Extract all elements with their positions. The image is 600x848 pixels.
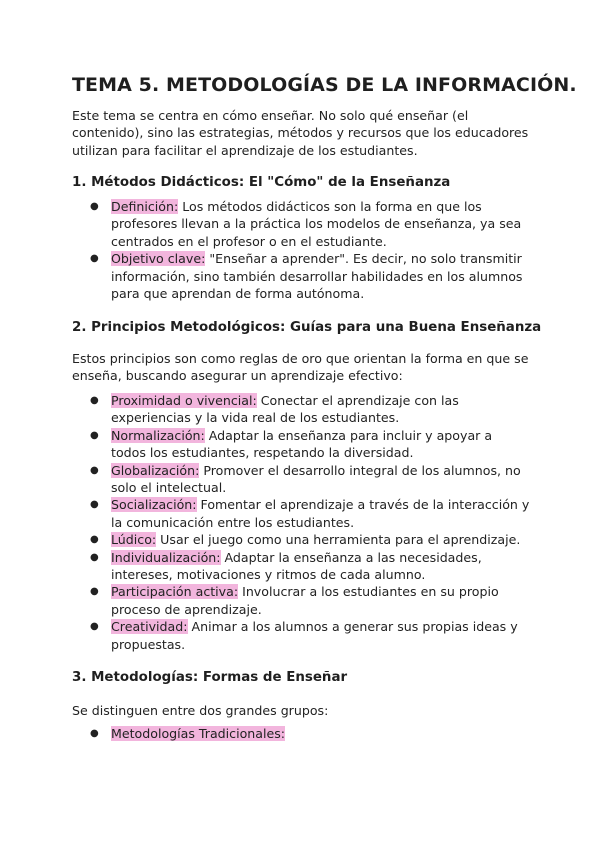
page-title: TEMA 5. METODOLOGÍAS DE LA INFORMACIÓN. [72, 74, 577, 96]
highlighted-term: Participación activa: [111, 584, 239, 600]
section3-heading: 3. Metodologías: Formas de Enseñar [72, 670, 348, 685]
section2-heading: 2. Principios Metodológicos: Guías para una Buena Enseñanza [72, 320, 542, 335]
highlighted-term: Metodologías Tradicionales: [111, 726, 286, 741]
list-item [90, 198, 530, 250]
item-text: "Enseñar a aprender". Es decir, no solo transmitir información, sino también desarrollar habilidades en los alumnos para que aprendan de forma autónoma. [111, 251, 523, 302]
highlighted-term: Proximidad o vivencial: [111, 393, 257, 408]
section1-heading: 1. Métodos Didácticos: El "Cómo" de la Enseñanza [72, 175, 451, 190]
list-item [90, 250, 530, 302]
bullet-icon: ● [90, 499, 99, 511]
item-text: Animar a los alumnos a generar sus propias ideas y propuestas. [111, 619, 518, 652]
list-item [90, 427, 530, 462]
item-text: Adaptar la enseñanza a las necesidades, intereses, motivaciones y ritmos de cada alumno. [111, 549, 482, 583]
bullet-icon: ● [90, 728, 99, 739]
bullet-icon: ● [90, 534, 99, 546]
list-item [90, 549, 530, 584]
bullet-icon: ● [90, 621, 99, 633]
highlighted-term: Objetivo clave: [111, 251, 206, 267]
bullet-icon: ● [90, 551, 99, 563]
bullet-icon: ● [90, 253, 99, 265]
list-item [90, 618, 530, 653]
list-item [90, 725, 530, 742]
bullet-icon: ● [90, 395, 99, 406]
bullet-icon: ● [90, 429, 99, 441]
highlighted-term: Normalización: [111, 427, 205, 443]
highlighted-term: Individualización: [111, 549, 221, 565]
section1-list [90, 198, 530, 302]
highlighted-term: Creatividad: [111, 619, 188, 635]
list-item [90, 583, 530, 618]
list-item [90, 462, 530, 497]
intro-paragraph: Este tema se centra en cómo enseñar. No solo qué enseñar (el contenido), sino las estrategias, métodos y recursos que los educadores utilizan para facilitar el aprendizaje de los estudiantes. [72, 108, 529, 158]
highlighted-term: Lúdico: [111, 532, 157, 548]
bullet-icon: ● [90, 586, 99, 598]
item-text: Fomentar el aprendizaje a través de la interacción y la comunicación entre los estudiantes. [111, 497, 530, 530]
item-text: Involucrar a los estudiantes en su propio proceso de aprendizaje. [111, 584, 499, 617]
highlighted-term: Globalización: [111, 462, 200, 478]
item-text: Conectar el aprendizaje con las experiencias y la vida real de los estudiantes. [111, 393, 459, 426]
item-text: Usar el juego como una herramienta para el aprendizaje. [156, 532, 521, 548]
bullet-icon: ● [90, 464, 99, 476]
item-text: Promover el desarrollo integral de los alumnos, no solo el intelectual. [111, 462, 521, 496]
section3-paragraph: Se distinguen entre dos grandes grupos: [72, 703, 329, 718]
section3-list [90, 725, 530, 742]
section2-list [90, 392, 530, 653]
list-item [90, 392, 530, 427]
list-item [90, 531, 530, 548]
item-text: Los métodos didácticos son la forma en que los profesores llevan a la práctica los modelos de enseñanza, ya sea centrados en el profesor o en el estudiante. [111, 199, 522, 249]
bullet-icon: ● [90, 201, 99, 212]
section2-paragraph: Estos principios son como reglas de oro que orientan la forma en que se enseña, buscando asegurar un aprendizaje efectivo: [72, 351, 529, 384]
highlighted-term: Definición: [111, 199, 179, 214]
list-item [90, 496, 530, 531]
highlighted-term: Socialización: [111, 497, 197, 513]
item-text: Adaptar la enseñanza para incluir y apoyar a todos los estudiantes, respetando la diversidad. [111, 427, 493, 461]
